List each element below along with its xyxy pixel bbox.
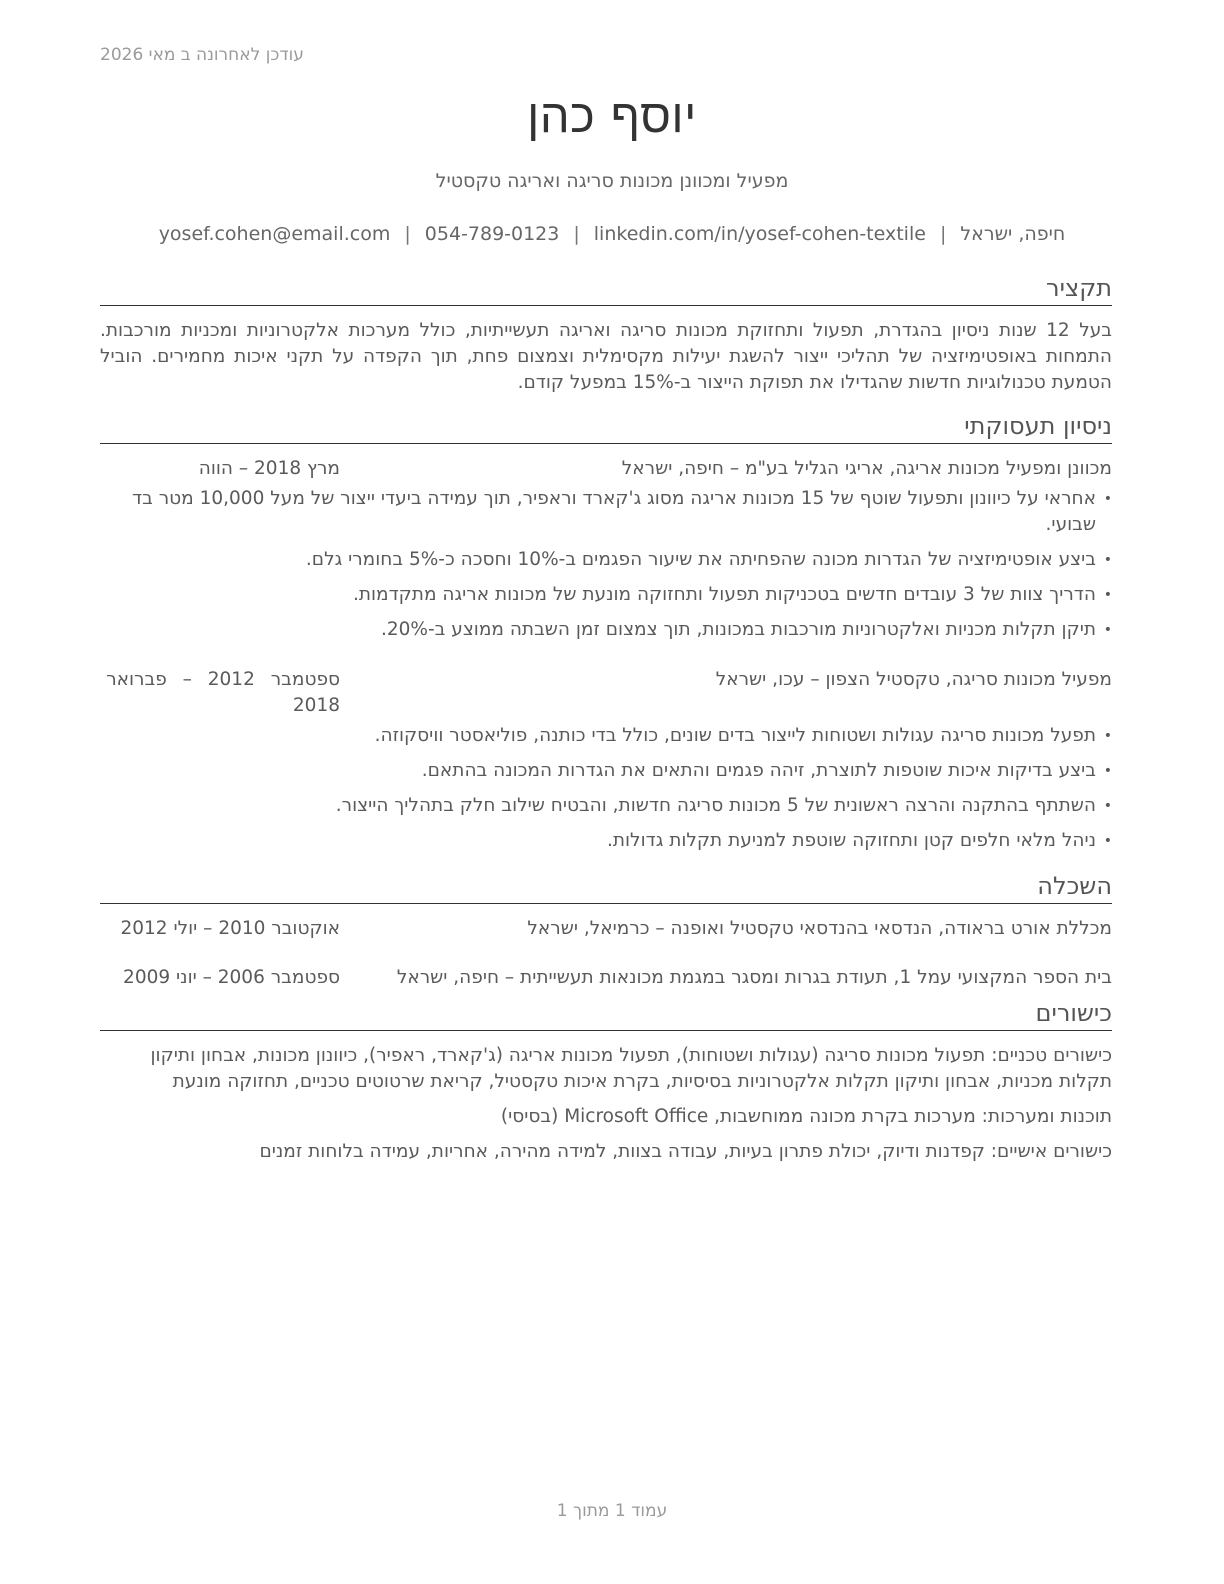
resume-body xyxy=(100,272,1112,1174)
list-item: • ביצע בדיקות איכות שוטפות לתוצרת, זיהה פגמים והתאים את הגדרות המכונה בהתאם. xyxy=(100,758,1112,784)
contact-location: חיפה, ישראל xyxy=(960,223,1066,245)
education-item xyxy=(100,965,1112,991)
contact-separator: | xyxy=(404,223,411,245)
page-number: עמוד 1 מתוך 1 xyxy=(556,1501,668,1521)
summary-text: בעל 12 שנות ניסיון בהגדרת, תפעול ותחזוקת מכונות סריגה ואריגה תעשייתיות, כולל מערכות אלקטרוניות ומכניות מורכבות. התמחות באופטימיזציה של תהליכי ייצור להשגת יעילות מקסימלית וצמצום פחת, תוך הקפדה על תקני איכות מחמירים. הוביל הטמעת טכנולוגיות חדשות שהגדילו את תפוקת הייצור ב-15% במפעל קודם. xyxy=(100,320,1112,393)
skill-line: תוכנות ומערכות: מערכות בקרת מכונה ממוחשבות, Microsoft Office (בסיסי) xyxy=(500,1106,1112,1127)
skill-line: כישורים טכניים: תפעול מכונות סריגה (עגולות ושטוחות), תפעול מכונות אריגה (ג'קארד, ראפיר), כיוונון מכונות, אבחון ותיקון תקלות מכניות, אבחון ותיקון תקלות אלקטרוניות בסיסיות, בקרת איכות טקסטיל, קריאת שרטוטים טכניים, תחזוקה מונעת xyxy=(150,1045,1112,1092)
page-title: יוסף כהן xyxy=(527,89,697,144)
contact-phone[interactable]: 054-789-0123 xyxy=(424,223,560,245)
experience-heading: ניסיון תעסוקתי xyxy=(100,410,1112,444)
list-item: • תיקן תקלות מכניות ואלקטרוניות מורכבות במכונות, תוך צמצום זמן השבתה ממוצע ב-20%. xyxy=(100,617,1112,643)
contact-email[interactable]: yosef.cohen@email.com xyxy=(158,223,391,245)
contact-separator: | xyxy=(573,223,580,245)
education-item xyxy=(100,916,1112,942)
job-header xyxy=(100,667,1112,719)
list-item: • הדריך צוות של 3 עובדים חדשים בטכניקות תפעול ותחזוקה מונעת של מכונות אריגה מתקדמות. xyxy=(100,582,1112,608)
list-item: • תפעל מכונות סריגה עגולות ושטוחות לייצור בדים שונים, כולל בדי כותנה, פוליאסטר וויסקוזה. xyxy=(100,723,1112,749)
last-updated-note: עודכן לאחרונה ב מאי 2026 xyxy=(100,45,304,65)
job-dates: ספטמבר 2012 – פברואר 2018 xyxy=(106,669,340,716)
education-heading: השכלה xyxy=(100,870,1112,904)
education-text: מכללת אורט בראודה, הנדסאי בהנדסאי טקסטיל ואופנה – כרמיאל, ישראל xyxy=(527,918,1112,939)
skills-heading: כישורים xyxy=(100,997,1112,1031)
list-item: • ניהל מלאי חלפים קטן ותחזוקה שוטפת למניעת תקלות גדולות. xyxy=(100,828,1112,854)
job-header xyxy=(100,456,1112,482)
job-bullets xyxy=(100,723,1112,854)
job-subtitle: מפעיל ומכוונן מכונות סריגה ואריגה טקסטיל xyxy=(435,170,789,192)
education-dates: אוקטובר 2010 – יולי 2012 xyxy=(120,918,340,939)
job-bullets xyxy=(100,486,1112,643)
skill-line: כישורים אישיים: קפדנות ודיוק, יכולת פתרון בעיות, עבודה בצוות, למידה מהירה, אחריות, עמידה בלוחות זמנים xyxy=(259,1141,1112,1162)
job-role: מכוונן ומפעיל מכונות אריגה, אריגי הגליל בע"מ – חיפה, ישראל xyxy=(621,458,1112,479)
education-text: בית הספר המקצועי עמל 1, תעודת בגרות ומסגר במגמת מכונאות תעשייתית – חיפה, ישראל xyxy=(396,967,1112,988)
list-item: • אחראי על כיוונון ותפעול שוטף של 15 מכונות אריגה מסוג ג'קארד וראפיר, תוך עמידה ביעדי ייצור של מעל 10,000 מטר בד שבועי. xyxy=(100,486,1112,538)
list-item: • ביצע אופטימיזציה של הגדרות מכונה שהפחיתה את שיעור הפגמים ב-10% וחסכה כ-5% בחומרי גלם. xyxy=(100,547,1112,573)
contact-line xyxy=(0,223,1224,245)
list-item: • השתתף בהתקנה והרצה ראשונית של 5 מכונות סריגה חדשות, והבטיח שילוב חלק בתהליך הייצור. xyxy=(100,793,1112,819)
summary-heading: תקציר xyxy=(100,272,1112,306)
job-role: מפעיל מכונות סריגה, טקסטיל הצפון – עכו, ישראל xyxy=(715,669,1112,690)
contact-separator: | xyxy=(939,223,947,245)
job-dates: מרץ 2018 – הווה xyxy=(198,458,340,479)
contact-linkedin[interactable]: linkedin.com/in/yosef-cohen-textile xyxy=(593,223,926,245)
education-dates: ספטמבר 2006 – יוני 2009 xyxy=(123,967,340,988)
